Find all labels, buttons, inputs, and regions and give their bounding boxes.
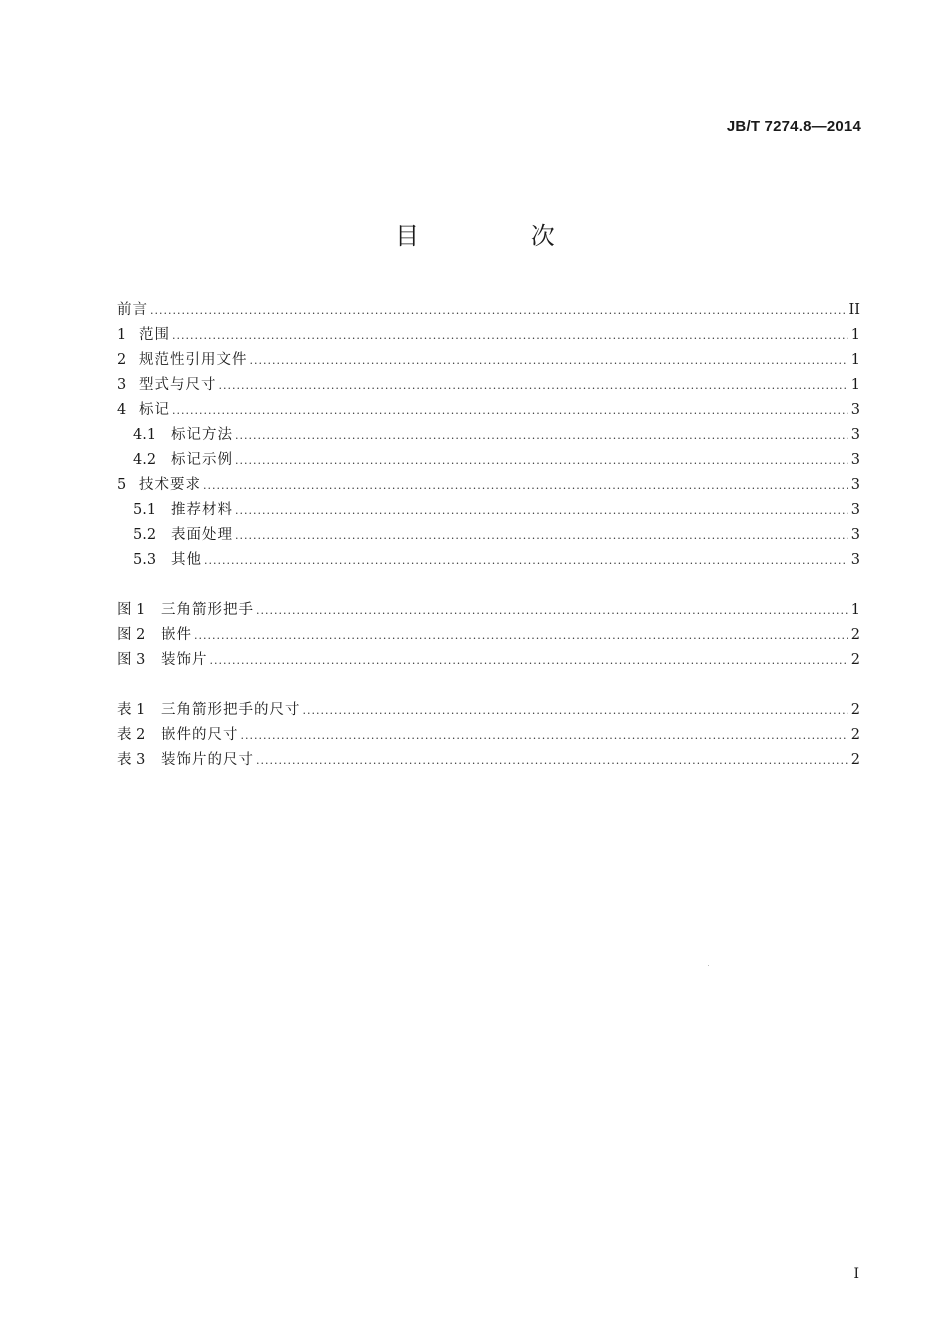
- toc-entry-page: 2: [850, 752, 860, 768]
- toc-entry-label: 装饰片的尺寸: [161, 752, 254, 768]
- toc-entry-page: II: [848, 302, 860, 318]
- toc-entry[interactable]: [117, 323, 860, 348]
- toc-entry-number: 表 3: [117, 752, 146, 768]
- toc-entry-label: 规范性引用文件: [139, 352, 248, 368]
- toc-entry-label: 型式与尺寸: [139, 377, 217, 393]
- toc-entry-page: 3: [850, 427, 860, 443]
- toc-entry-number: 5.3: [133, 552, 157, 568]
- toc-entry-label: 三角箭形把手的尺寸: [161, 702, 301, 718]
- toc-entry-number: 1: [117, 327, 127, 343]
- toc-table-entry[interactable]: [117, 723, 860, 748]
- toc-entry-page: 3: [850, 477, 860, 493]
- toc-entry-page: 1: [850, 327, 860, 343]
- toc-entry-number: 表 1: [117, 702, 146, 718]
- toc-entry-label: 技术要求: [139, 477, 201, 493]
- toc-sections: [117, 298, 860, 573]
- toc-title: 目 次: [395, 222, 607, 250]
- toc-entry-label: 标记示例: [171, 452, 233, 468]
- toc-table-entry[interactable]: [117, 748, 860, 773]
- toc-entry-page: 2: [850, 702, 860, 718]
- toc-leader: [194, 623, 848, 648]
- toc-entry-number: 5.2: [133, 527, 157, 543]
- toc-entry-page: 1: [850, 377, 860, 393]
- toc-entry[interactable]: [117, 523, 860, 548]
- toc-entry-number: 2: [117, 352, 127, 368]
- toc-entry-number: 4: [117, 402, 127, 418]
- toc-entry-label: 标记: [139, 402, 170, 418]
- toc-leader: [172, 398, 848, 423]
- toc-leader: [235, 423, 848, 448]
- toc-entry-page: 2: [850, 627, 860, 643]
- toc-entry-number: 图 3: [117, 652, 146, 668]
- toc-leader: [172, 323, 848, 348]
- toc-leader: [256, 748, 848, 773]
- toc-entry[interactable]: [117, 298, 860, 323]
- toc-entry[interactable]: [117, 448, 860, 473]
- toc-entry-label: 表面处理: [171, 527, 233, 543]
- toc-entry-page: 2: [850, 727, 860, 743]
- toc-leader: [235, 448, 848, 473]
- toc-figures: [117, 598, 860, 673]
- toc-leader: [303, 698, 849, 723]
- toc-leader: [150, 298, 847, 323]
- toc-tables: [117, 698, 860, 773]
- toc-entry[interactable]: [117, 398, 860, 423]
- toc-entry[interactable]: [117, 348, 860, 373]
- toc-entry-label: 嵌件的尺寸: [161, 727, 239, 743]
- toc-entry-number: 表 2: [117, 727, 146, 743]
- toc-entry[interactable]: [117, 423, 860, 448]
- toc-entry[interactable]: [117, 498, 860, 523]
- toc-leader: [235, 498, 848, 523]
- toc-leader: [203, 473, 848, 498]
- toc-figure-entry[interactable]: [117, 648, 860, 673]
- toc-entry-page: 1: [850, 352, 860, 368]
- toc-entry[interactable]: [117, 548, 860, 573]
- toc-entry-page: 2: [850, 652, 860, 668]
- toc-entry-number: 5: [117, 477, 127, 493]
- toc-entry[interactable]: [117, 373, 860, 398]
- toc-entry-label: 范围: [139, 327, 170, 343]
- page-number: I: [853, 1266, 859, 1282]
- toc-entry-number: 图 1: [117, 602, 146, 618]
- toc-entry-number: 图 2: [117, 627, 146, 643]
- toc-entry-number: 3: [117, 377, 127, 393]
- toc-table-entry[interactable]: [117, 698, 860, 723]
- toc-figure-entry[interactable]: [117, 598, 860, 623]
- toc-entry[interactable]: [117, 473, 860, 498]
- toc-entry-page: 1: [850, 602, 860, 618]
- toc-leader: [256, 598, 848, 623]
- toc-entry-label: 标记方法: [171, 427, 233, 443]
- toc-entry-number: 4.1: [133, 427, 157, 443]
- standard-code: JB/T 7274.8—2014: [726, 118, 861, 135]
- toc-leader: [250, 348, 849, 373]
- toc-entry-label: 前言: [117, 302, 148, 318]
- toc-entry-page: 3: [850, 402, 860, 418]
- toc-leader: [210, 648, 849, 673]
- toc-entry-label: 推荐材料: [171, 502, 233, 518]
- scan-speck: [708, 965, 709, 966]
- toc-leader: [219, 373, 849, 398]
- toc-entry-page: 3: [850, 502, 860, 518]
- toc-entry-label: 其他: [171, 552, 202, 568]
- toc-entry-number: 5.1: [133, 502, 157, 518]
- toc-entry-number: 4.2: [133, 452, 157, 468]
- toc-entry-label: 装饰片: [161, 652, 208, 668]
- toc-leader: [241, 723, 849, 748]
- toc-entry-page: 3: [850, 452, 860, 468]
- toc-leader: [235, 523, 848, 548]
- toc-entry-page: 3: [850, 552, 860, 568]
- toc-entry-page: 3: [850, 527, 860, 543]
- toc-leader: [204, 548, 848, 573]
- toc-entry-label: 嵌件: [161, 627, 192, 643]
- toc-figure-entry[interactable]: [117, 623, 860, 648]
- toc-entry-label: 三角箭形把手: [161, 602, 254, 618]
